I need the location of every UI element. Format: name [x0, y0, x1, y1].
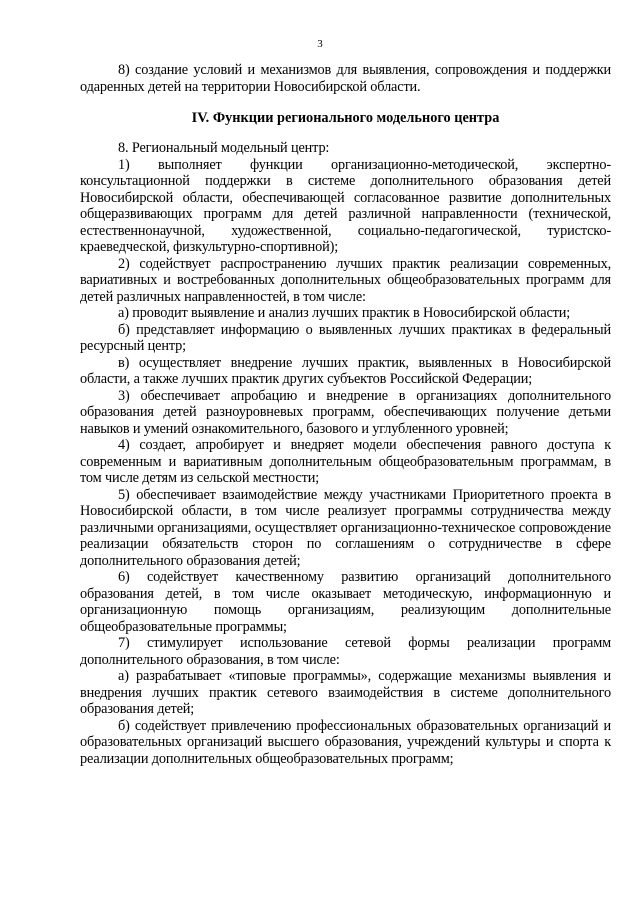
paragraph: 3) обеспечивает апробацию и внедрение в организациях дополнительного образования детей разноуровневых программ, обеспечивающих получение детьми навыков и умений ознакомительного, базового и углубленного уровней; — [80, 387, 611, 437]
paragraph: в) осуществляет внедрение лучших практик, выявленных в Новосибирской области, а также лучших практик других субъектов Российской Федерации; — [80, 354, 611, 387]
paragraph: 2) содействует распространению лучших практик реализации современных, вариативных и востребованных дополнительных общеобразовательных программ для детей различных направленностей, в том числе: — [80, 255, 611, 305]
paragraph: а) разрабатывает «типовые программы», содержащие механизмы выявления и внедрения лучших практик сетевого взаимодействия в системе дополнительного образования детей; — [80, 668, 611, 717]
paragraph: 6) содействует качественному развитию организаций дополнительного образования детей, в том числе оказывает методическую, информационную и организационную помощь организациям, реализующим дополнительные общеобразовательные программы; — [80, 569, 611, 635]
paragraph: 1) выполняет функции организационно-методической, экспертно-консультационной поддержки в системе дополнительного образования детей Новосибирской области, обеспечивающей согласованное развитие дополнительных общеразвивающих программ для детей различной направленности (технической, естественнонаучной, художественной, социально-педагогической, туристско-краеведческой, физкультурно-спортивной); — [80, 156, 611, 255]
paragraph: а) проводит выявление и анализ лучших практик в Новосибирской области; — [118, 305, 571, 321]
document-body — [80, 62, 611, 767]
paragraph: 8) создание условий и механизмов для выявления, сопровождения и поддержки одаренных детей на территории Новосибирской области. — [80, 62, 611, 95]
page-number: 3 — [317, 38, 323, 50]
section-heading: IV. Функции регионального модельного центра — [191, 110, 500, 126]
paragraph: 7) стимулирует использование сетевой формы реализации программ дополнительного образования, в том числе: — [80, 635, 611, 668]
paragraph: б) содействует привлечению профессиональных образовательных организаций и образовательных организаций высшего образования, учреждений культуры и спорта к реализации дополнительных общеобразовательных программ; — [80, 717, 611, 767]
paragraph: б) представляет информацию о выявленных лучших практиках в федеральный ресурсный центр; — [80, 321, 611, 354]
paragraph: 5) обеспечивает взаимодействие между участниками Приоритетного проекта в Новосибирской области, в том числе реализует программы сотрудничества между различными организациями, осуществляет организационно-техническое сопровождение реализации обязательств сторон по соглашениям о сотрудничестве в сфере дополнительного образования детей; — [80, 486, 611, 569]
paragraph: 8. Региональный модельный центр: — [118, 140, 330, 156]
paragraph: 4) создает, апробирует и внедряет модели обеспечения равного доступа к современным и вариативным дополнительным общеобразовательным программам, в том числе детям из сельской местности; — [80, 437, 611, 486]
